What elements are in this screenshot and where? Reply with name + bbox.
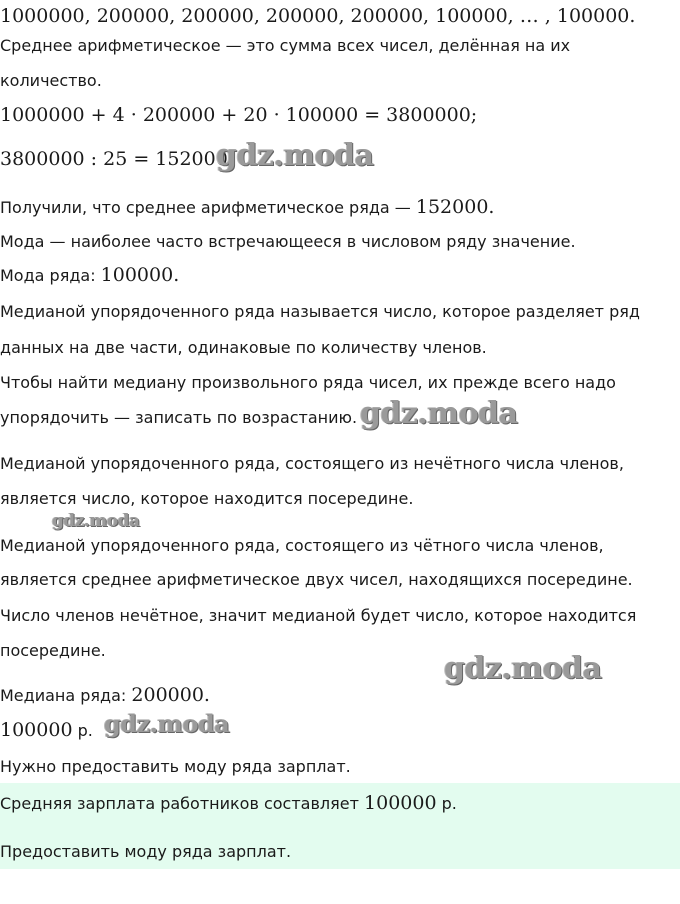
watermark-logo: gdz.moda — [444, 651, 602, 686]
sum-formula: 1000000 + 4 · 200000 + 20 · 100000 = 3800000; — [0, 104, 478, 126]
median-result-value: 200000. — [131, 684, 210, 706]
mode-result-text: Мода ряда: — [0, 266, 101, 285]
salary-value-number: 100000 — [0, 719, 73, 741]
even-median-line-2: является среднее арифметическое двух чисел, находящихся посередине. — [0, 570, 633, 589]
definition-mean-line-1: Среднее арифметическое — это сумма всех чисел, делённая на их — [0, 36, 571, 55]
odd-median-line-1: Медианой упорядоченного ряда, состоящего из нечётного числа членов, — [0, 454, 624, 473]
definition-mean-line-2: количество. — [0, 71, 102, 90]
definition-mode: Мода — наиболее часто встречающееся в числовом ряду значение. — [0, 232, 576, 251]
salary-value — [0, 719, 680, 742]
watermark-logo: gdz.moda — [52, 511, 140, 531]
definition-median-line-1: Медианой упорядоченного ряда называется число, которое разделяет ряд — [0, 302, 640, 321]
odd-count-line-1: Число членов нечётное, значит медианой будет число, которое находится — [0, 606, 637, 625]
mean-result-text: Получили, что среднее арифметическое ряда — — [0, 198, 416, 217]
answer-box — [0, 783, 680, 869]
watermark-logo: gdz.moda — [216, 138, 374, 173]
salary-value-unit: р. — [72, 721, 93, 740]
median-result — [0, 684, 680, 707]
series-line: 1000000, 200000, 200000, 200000, 200000, 100000, … , 100000. — [0, 5, 636, 27]
odd-median-line-2: является число, которое находится посередине. — [0, 489, 414, 508]
answer-line-1-unit: р. — [436, 794, 457, 813]
watermark-logo: gdz.moda — [360, 396, 518, 431]
answer-line-1-text: Средняя зарплата работников составляет — [0, 794, 365, 813]
answer-line-2: Предоставить моду ряда зарплат. — [0, 842, 292, 861]
odd-count-line-2: посередине. — [0, 641, 106, 660]
answer-line-1 — [0, 792, 680, 815]
definition-median-line-2: данных на две части, одинаковые по количеству членов. — [0, 338, 487, 357]
mode-result — [0, 264, 680, 287]
conclusion-line: Нужно предоставить моду ряда зарплат. — [0, 757, 351, 776]
answer-line-1-value: 100000 — [364, 792, 437, 814]
mean-result-value: 152000. — [415, 196, 495, 218]
mode-result-value: 100000. — [100, 264, 180, 286]
find-median-line-2: упорядочить — записать по возрастанию. — [0, 408, 358, 427]
even-median-line-1: Медианой упорядоченного ряда, состоящего из чётного числа членов, — [0, 536, 604, 555]
median-result-text: Медиана ряда: — [0, 686, 132, 705]
watermark-logo: gdz.moda — [104, 709, 230, 738]
division-formula: 3800000 : 25 = 152000. — [0, 148, 234, 170]
mean-result — [0, 196, 680, 219]
find-median-line-1: Чтобы найти медиану произвольного ряда чисел, их прежде всего надо — [0, 373, 616, 392]
